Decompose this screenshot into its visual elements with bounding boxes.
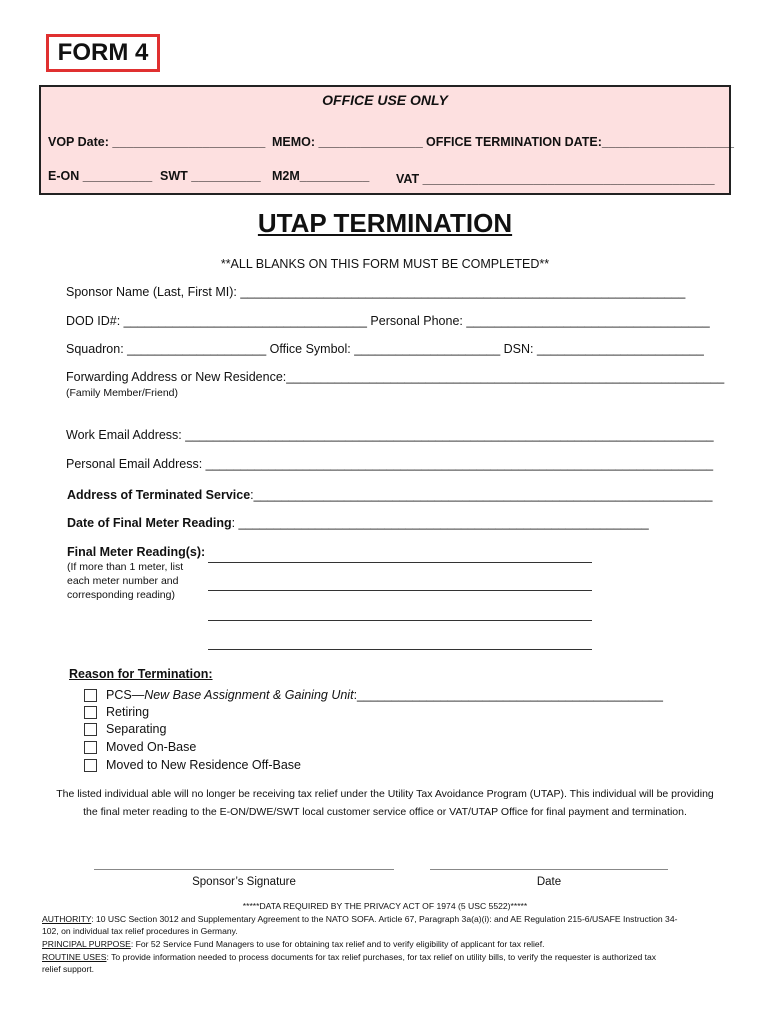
reason-label: Reason for Termination: [69,667,213,681]
dod-id-phone-field[interactable]: DOD ID#: ___________________________________ Personal Phone: ___________________________________ [66,314,710,328]
final-meter-note-1: (If more than 1 meter, list [67,561,184,573]
meter-reading-line-2[interactable] [208,590,592,591]
vat-field[interactable]: VAT __________________________________________ [396,172,715,186]
uses-text-2: relief support. [42,964,95,974]
page-title: UTAP TERMINATION [257,208,513,238]
privacy-header: *****DATA REQUIRED BY THE PRIVACY ACT OF 1974 (5 USC 5522)***** [242,901,528,911]
sponsor-name-field[interactable]: Sponsor Name (Last, First MI): ________________________________________________________________ [66,285,686,299]
signature-line[interactable] [94,869,394,870]
meter-reading-line-1[interactable] [208,562,592,563]
personal-email-field[interactable]: Personal Email Address: _________________________________________________________________________ [66,457,714,471]
work-email-field[interactable]: Work Email Address: ____________________________________________________________________________ [66,428,714,442]
final-meter-note-3: corresponding reading) [67,589,175,601]
authority-text-2: 102, on individual tax relief procedures in Germany. [42,926,238,936]
purpose-label: PRINCIPAL PURPOSE [42,939,131,949]
final-meter-date-label: Date of Final Meter Reading [67,516,232,530]
reason-checkbox-moved-off-base[interactable] [84,759,97,772]
form-number-text: FORM 4 [57,39,149,66]
reason-checkbox-pcs[interactable] [84,689,97,702]
forwarding-address-note: (Family Member/Friend) [66,387,179,399]
final-meter-readings-label: Final Meter Reading(s): [67,545,206,559]
reason-pcs-prefix: PCS— [106,688,145,702]
reason-item-moved-on-base: Moved On-Base [106,740,197,754]
m2m-field[interactable]: M2M__________ [272,169,370,183]
date-label: Date [536,876,562,888]
vop-date-field[interactable]: VOP Date: ______________________ [48,135,266,149]
reason-checkbox-retiring[interactable] [84,706,97,719]
meter-reading-line-4[interactable] [208,649,592,650]
swt-field[interactable]: SWT __________ [160,169,261,183]
statement-line-2: the final meter reading to the E-ON/DWE/SWT local customer service office or VAT/UTAP Office for final payment and termination. [83,806,687,818]
reason-item-pcs [106,688,663,702]
uses-text-1: : To provide information needed to process documents for tax relief purchases, for tax relief on utility bills, to verify the requester is authorized tax [106,952,657,962]
office-use-title: OFFICE USE ONLY [322,92,448,108]
date-line[interactable] [430,869,668,870]
reason-pcs-line[interactable]: :____________________________________________ [353,688,663,702]
authority-text-1: : 10 USC Section 3012 and Supplementary Agreement to the NATO SOFA. Article 67, Paragraph 3a(a)(i): and AE Regulation 215-6/USAFE Instruction 34- [91,914,678,924]
uses-label: ROUTINE USES [42,952,107,962]
reason-item-retiring: Retiring [106,705,150,719]
squadron-office-dsn-field[interactable]: Squadron: ____________________ Office Symbol: _____________________ DSN: ________________________ [66,342,704,356]
memo-field[interactable]: MEMO: _______________ [272,135,423,149]
form-number-tag [46,34,160,72]
terminated-service-label: Address of Terminated Service [67,488,251,502]
reason-checkbox-moved-on-base[interactable] [84,741,97,754]
authority-line-1 [42,914,677,924]
eon-field[interactable]: E-ON __________ [48,169,153,183]
instructions-subtitle: **ALL BLANKS ON THIS FORM MUST BE COMPLETED** [220,257,550,271]
reason-item-moved-off-base: Moved to New Residence Off-Base [106,758,302,772]
final-meter-date-field[interactable] [67,516,649,530]
terminated-service-field[interactable] [67,488,712,502]
office-termination-date-field[interactable]: OFFICE TERMINATION DATE:___________________ [426,135,734,149]
statement-line-1: The listed individual able will no longer be receiving tax relief under the Utility Tax Avoidance Program (UTAP). This individual will be providing [56,788,714,800]
purpose-text: : For 52 Service Fund Managers to use for obtaining tax relief and to verify eligibility of applicant for tax relief. [130,939,545,949]
authority-label: AUTHORITY [42,914,92,924]
final-meter-date-line: : ___________________________________________________________ [231,516,649,530]
forwarding-address-field[interactable]: Forwarding Address or New Residence:_______________________________________________________________ [66,370,725,384]
final-meter-note-2: each meter number and [67,575,179,587]
signature-label: Sponsor’s Signature [192,876,296,888]
purpose-line [42,939,545,949]
meter-reading-line-3[interactable] [208,620,592,621]
reason-pcs-italic: New Base Assignment & Gaining Unit [144,688,354,702]
uses-line-1 [42,952,656,962]
terminated-service-line: :__________________________________________________________________ [250,488,713,502]
reason-checkbox-separating[interactable] [84,723,97,736]
reason-item-separating: Separating [106,722,167,736]
